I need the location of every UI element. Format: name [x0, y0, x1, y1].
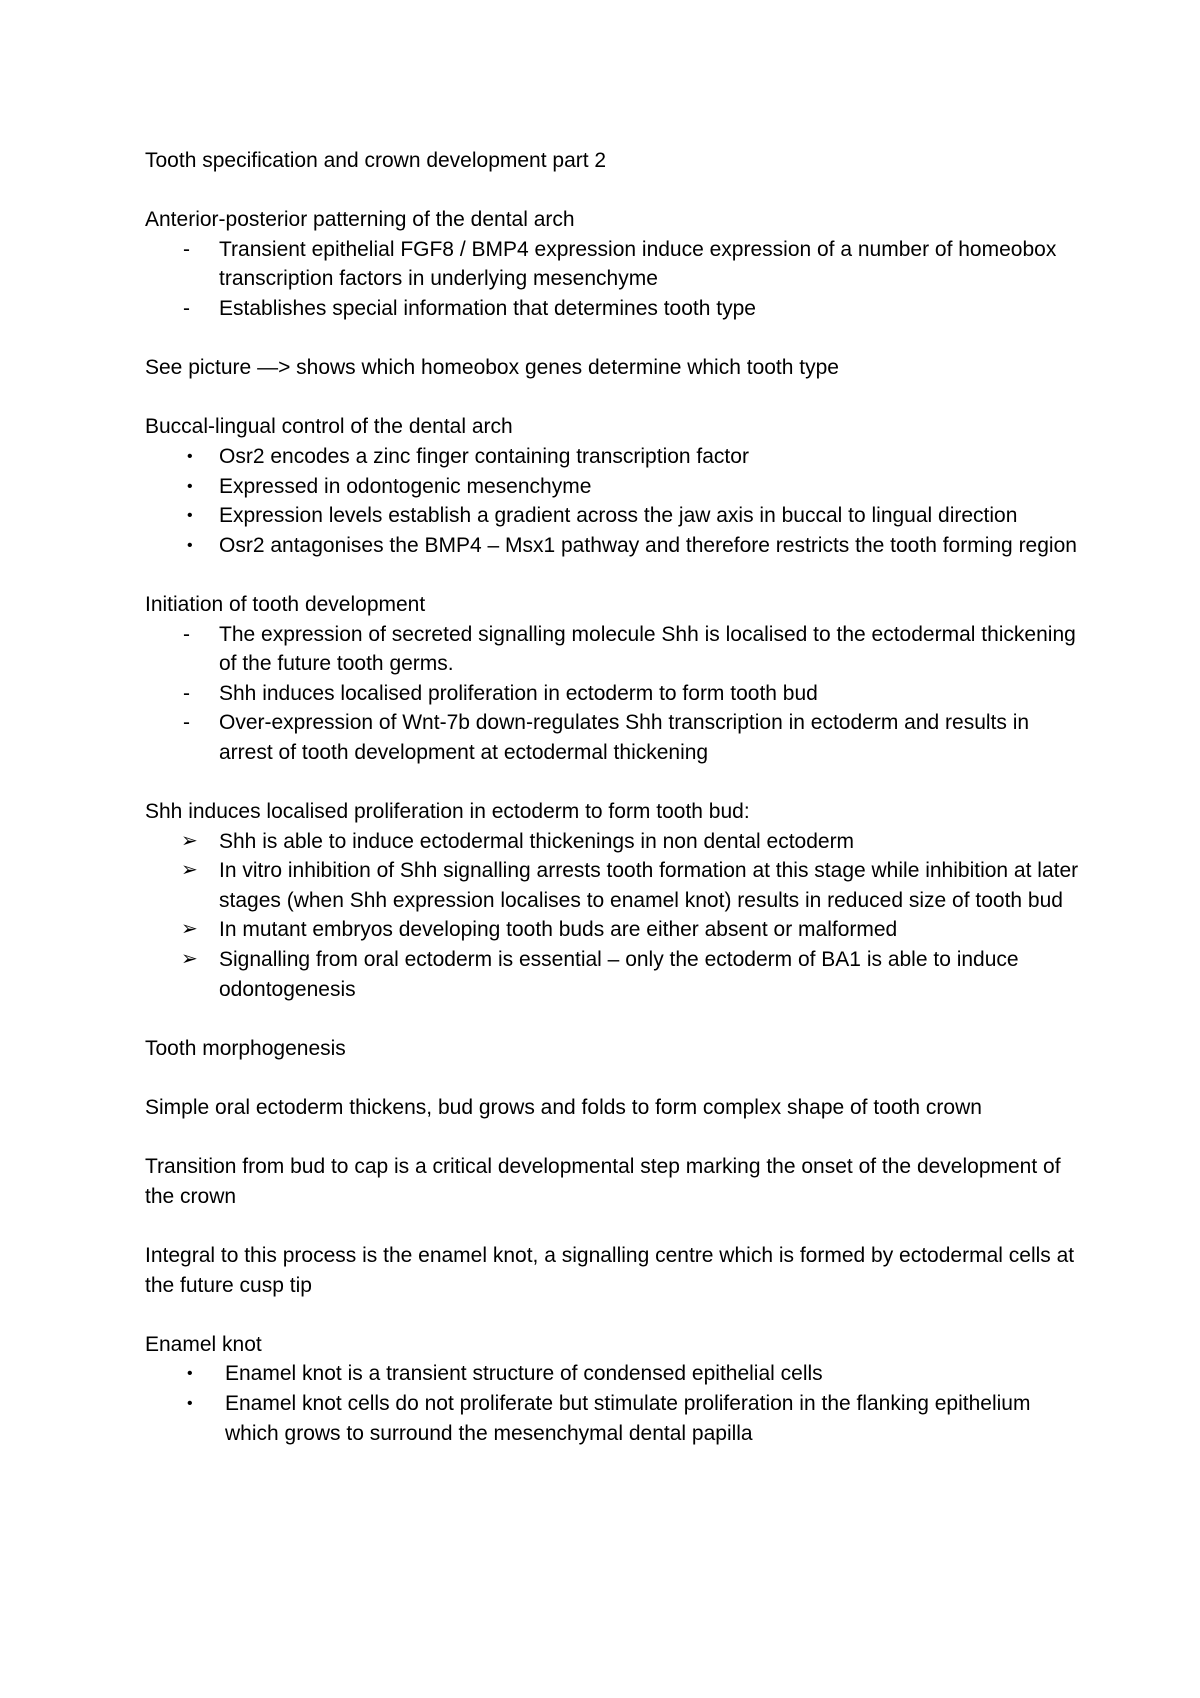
bullet-icon: •: [187, 536, 193, 554]
list-item: - Transient epithelial FGF8 / BMP4 expression induce expression of a number of homeobox transcription factors in underlying mesenchyme: [145, 235, 1085, 294]
list-item: • Osr2 encodes a zinc finger containing transcription factor: [145, 442, 1085, 472]
section-heading-anterior-posterior: Anterior-posterior patterning of the dental arch: [145, 208, 575, 232]
list-item: • Enamel knot is a transient structure of condensed epithelial cells: [145, 1359, 1085, 1389]
morphogenesis-paragraph-3: Integral to this process is the enamel knot, a signalling centre which is formed by ectodermal cells at the future cusp tip: [145, 1243, 1075, 1297]
list-item: • Expressed in odontogenic mesenchyme: [145, 472, 1085, 502]
dash-marker: -: [183, 622, 190, 646]
anterior-posterior-list: [145, 235, 1085, 324]
list-item: • Enamel knot cells do not proliferate but stimulate proliferation in the flanking epithelium which grows to surround the mesenchymal dental papilla: [145, 1389, 1085, 1448]
section-heading-buccal-lingual: Buccal-lingual control of the dental arch: [145, 415, 513, 439]
see-picture-note: See picture —> shows which homeobox genes determine which tooth type: [145, 356, 839, 380]
arrow-bullet-icon: ➢: [181, 948, 198, 971]
list-item: • Expression levels establish a gradient across the jaw axis in buccal to lingual direction: [145, 501, 1085, 531]
arrow-bullet-icon: ➢: [181, 829, 198, 852]
morphogenesis-paragraph-2: Transition from bud to cap is a critical developmental step marking the onset of the development of the crown: [145, 1155, 1061, 1208]
shh-list: [145, 827, 1085, 1005]
document-body: [145, 146, 1085, 1448]
section-heading-enamel-knot: Enamel knot: [145, 1332, 262, 1356]
enamel-knot-list: [145, 1359, 1085, 1448]
list-item: - Shh induces localised proliferation in ectoderm to form tooth bud: [145, 679, 1085, 709]
list-item: - Over-expression of Wnt-7b down-regulates Shh transcription in ectoderm and results in arrest of tooth development at ectodermal thickening: [145, 708, 1085, 767]
list-item: ➢ In vitro inhibition of Shh signalling arrests tooth formation at this stage while inhibition at later stages (when Shh expression localises to enamel knot) results in reduced size of tooth bud: [145, 856, 1085, 915]
dash-marker: -: [183, 296, 190, 320]
morphogenesis-paragraph-1: Simple oral ectoderm thickens, bud grows and folds to form complex shape of tooth crown: [145, 1096, 982, 1119]
section-heading-shh: Shh induces localised proliferation in ectoderm to form tooth bud:: [145, 800, 750, 824]
section-heading-initiation: Initiation of tooth development: [145, 592, 426, 616]
dash-marker: -: [183, 237, 190, 261]
bullet-icon: •: [187, 1394, 193, 1412]
bullet-icon: •: [187, 477, 193, 495]
initiation-list: [145, 620, 1085, 768]
list-item: ➢ Shh is able to induce ectodermal thickenings in non dental ectoderm: [145, 827, 1085, 857]
section-heading-morphogenesis: Tooth morphogenesis: [145, 1036, 346, 1060]
dash-marker: -: [183, 711, 190, 735]
list-item: - Establishes special information that determines tooth type: [145, 294, 1085, 324]
bullet-icon: •: [187, 447, 193, 465]
list-item: ➢ Signalling from oral ectoderm is essential – only the ectoderm of BA1 is able to induce odontogenesis: [145, 945, 1085, 1004]
bullet-icon: •: [187, 1365, 193, 1383]
dash-marker: -: [183, 681, 190, 705]
list-item: - The expression of secreted signalling molecule Shh is localised to the ectodermal thickening of the future tooth germs.: [145, 620, 1085, 679]
bullet-icon: •: [187, 507, 193, 525]
buccal-lingual-list: [145, 442, 1085, 560]
arrow-bullet-icon: ➢: [181, 859, 198, 882]
list-item: ➢ In mutant embryos developing tooth buds are either absent or malformed: [145, 915, 1085, 945]
list-item: • Osr2 antagonises the BMP4 – Msx1 pathway and therefore restricts the tooth forming region: [145, 531, 1085, 561]
document-title: Tooth specification and crown development part 2: [145, 149, 607, 172]
arrow-bullet-icon: ➢: [181, 918, 198, 941]
